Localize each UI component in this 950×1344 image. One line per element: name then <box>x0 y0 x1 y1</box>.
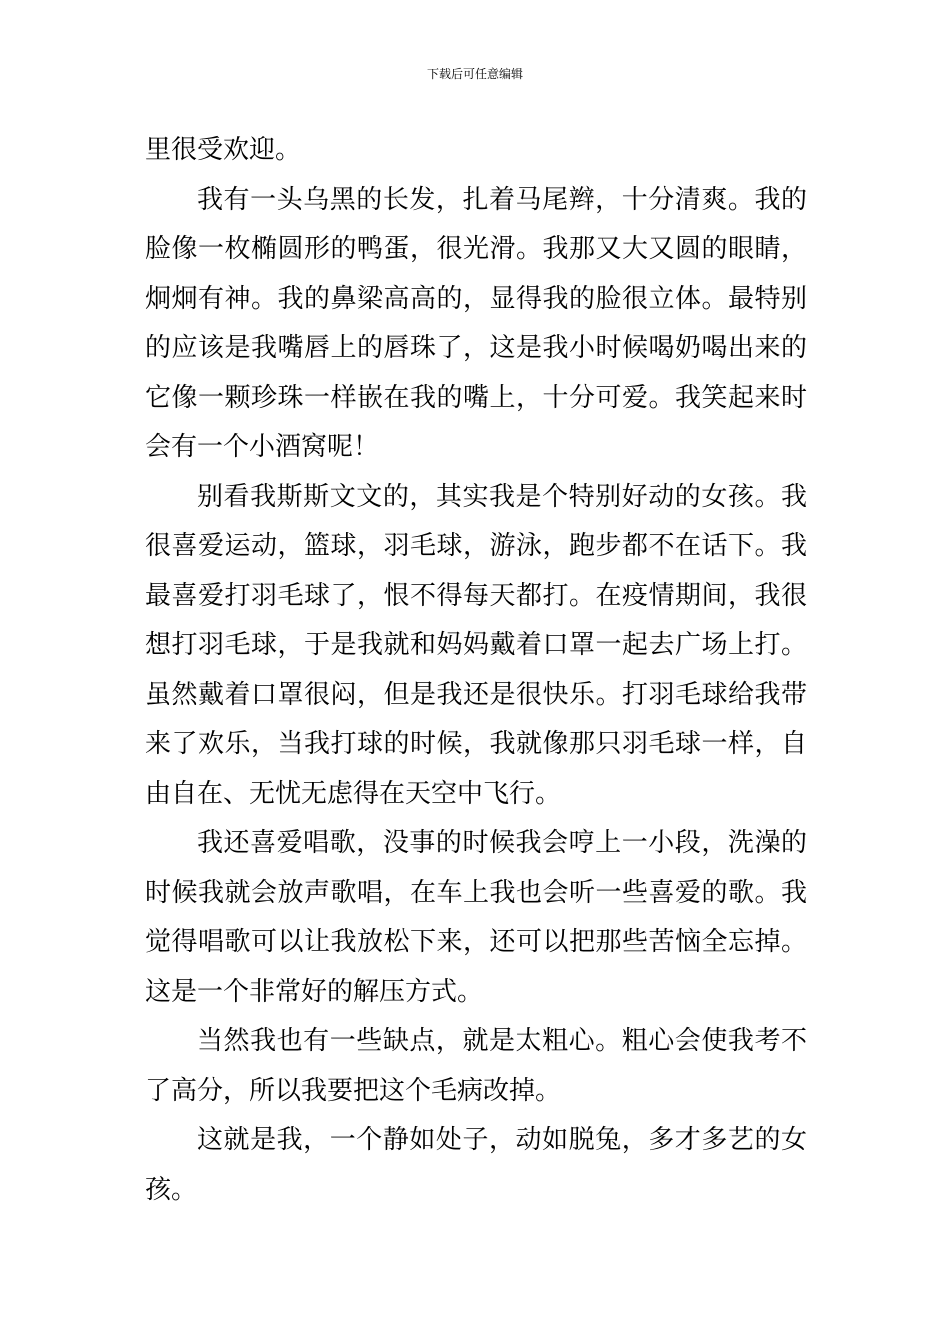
text-line: 觉得唱歌可以让我放松下来，还可以把那些苦恼全忘掉。 <box>145 927 807 957</box>
text-line: 炯炯有神。我的鼻梁高高的，显得我的脸很立体。最特别 <box>145 283 807 314</box>
text-line: 它像一颗珍珠一样嵌在我的嘴上，十分可爱。我笑起来时 <box>145 382 807 413</box>
text-line: 来了欢乐，当我打球的时候，我就像那只羽毛球一样，自 <box>145 729 807 759</box>
text-line: 当然我也有一些缺点，就是太粗心。粗心会使我考不 <box>197 1026 807 1056</box>
text-line: 别看我斯斯文文的，其实我是个特别好动的女孩。我 <box>197 481 807 512</box>
text-line: 我还喜爱唱歌，没事的时候我会哼上一小段，洗澡的 <box>197 828 807 858</box>
text-line: 这是一个非常好的解压方式。 <box>145 976 484 1007</box>
text-line: 虽然戴着口罩很闷，但是我还是很快乐。打羽毛球给我带 <box>145 679 807 710</box>
text-line: 了高分，所以我要把这个毛病改掉。 <box>145 1075 562 1106</box>
text-line: 会有一个小酒窝呢！ <box>145 432 380 462</box>
text-line: 的应该是我嘴唇上的唇珠了，这是我小时候喝奶喝出来的 <box>145 333 807 363</box>
text-line: 我有一头乌黑的长发，扎着马尾辫，十分清爽。我的 <box>197 184 807 215</box>
page-header: 下载后可任意编辑 <box>426 67 523 81</box>
text-line: 想打羽毛球，于是我就和妈妈戴着口罩一起去广场上打。 <box>145 630 807 660</box>
text-line: 时候我就会放声歌唱，在车上我也会听一些喜爱的歌。我 <box>145 877 807 908</box>
text-line: 脸像一枚椭圆形的鸭蛋，很光滑。我那又大又圆的眼睛， <box>145 234 807 264</box>
text-line: 很喜爱运动，篮球，羽毛球，游泳，跑步都不在话下。我 <box>145 531 807 561</box>
body-text <box>145 126 807 1215</box>
text-line: 里很受欢迎。 <box>145 135 302 165</box>
text-line: 这就是我，一个静如处子，动如脱兔，多才多艺的女 <box>197 1125 807 1155</box>
text-line: 孩。 <box>145 1174 198 1205</box>
text-line: 最喜爱打羽毛球了，恨不得每天都打。在疫情期间，我很 <box>145 580 807 611</box>
text-line: 由自在、无忧无虑得在天空中飞行。 <box>145 778 562 809</box>
